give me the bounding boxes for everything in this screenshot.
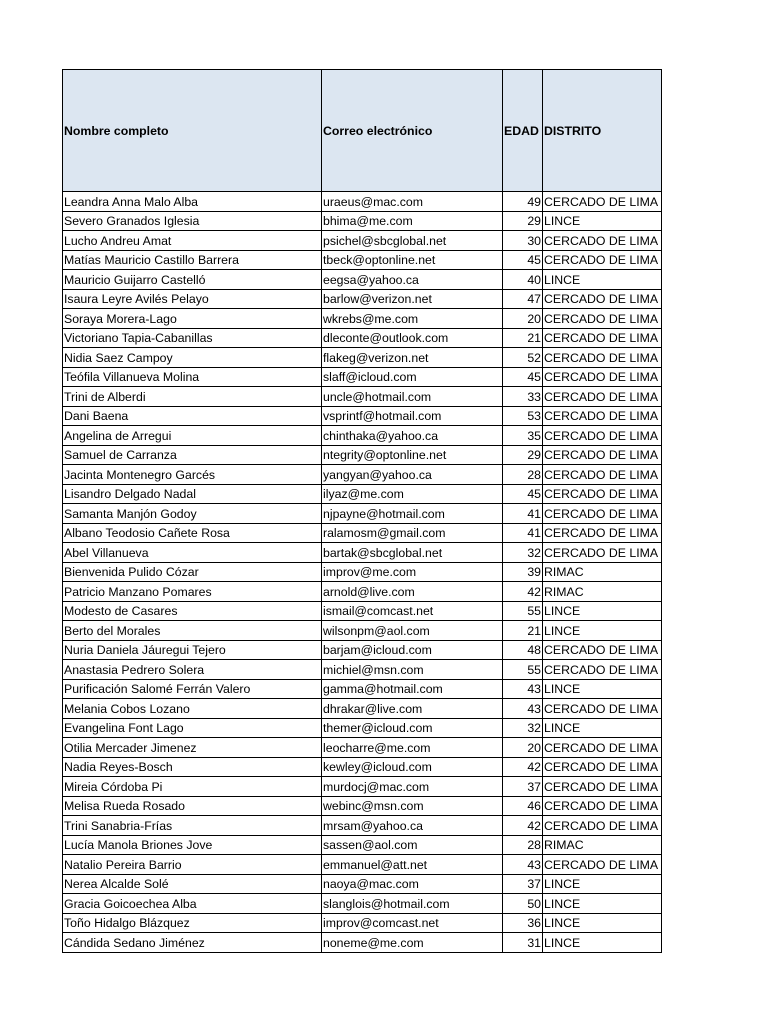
cell-name[interactable]: Soraya Morera-Lago xyxy=(63,309,322,329)
cell-name[interactable]: Anastasia Pedrero Solera xyxy=(63,660,322,680)
cell-name[interactable]: Nerea Alcalde Solé xyxy=(63,874,322,894)
table-row xyxy=(63,699,662,719)
cell-name[interactable]: Abel Villanueva xyxy=(63,543,322,563)
table-row xyxy=(63,894,662,914)
cell-email[interactable]: slaff@icloud.com xyxy=(322,367,503,387)
cell-district[interactable]: CERCADO DE LIMA xyxy=(543,523,662,543)
table-header xyxy=(63,70,662,192)
cell-name[interactable]: Isaura Leyre Avilés Pelayo xyxy=(63,289,322,309)
header-name[interactable]: Nombre completo xyxy=(63,70,322,192)
cell-age[interactable]: 37 xyxy=(503,874,543,894)
table-row xyxy=(63,328,662,348)
cell-email[interactable]: webinc@msn.com xyxy=(322,796,503,816)
cell-email[interactable]: kewley@icloud.com xyxy=(322,757,503,777)
table-row xyxy=(63,718,662,738)
cell-district[interactable]: CERCADO DE LIMA xyxy=(543,816,662,836)
cell-email[interactable]: ilyaz@me.com xyxy=(322,484,503,504)
table-row xyxy=(63,640,662,660)
cell-district[interactable]: CERCADO DE LIMA xyxy=(543,504,662,524)
cell-district[interactable]: CERCADO DE LIMA xyxy=(543,855,662,875)
cell-district[interactable]: CERCADO DE LIMA xyxy=(543,289,662,309)
cell-email[interactable]: ntegrity@optonline.net xyxy=(322,445,503,465)
cell-email[interactable]: ismail@comcast.net xyxy=(322,601,503,621)
cell-age[interactable]: 36 xyxy=(503,913,543,933)
cell-email[interactable]: njpayne@hotmail.com xyxy=(322,504,503,524)
table-row xyxy=(63,445,662,465)
cell-email[interactable]: improv@comcast.net xyxy=(322,913,503,933)
contacts-table xyxy=(62,69,662,953)
table-row xyxy=(63,211,662,231)
cell-age[interactable]: 40 xyxy=(503,270,543,290)
cell-age[interactable]: 41 xyxy=(503,523,543,543)
cell-district[interactable]: LINCE xyxy=(543,913,662,933)
cell-email[interactable]: dhrakar@live.com xyxy=(322,699,503,719)
cell-district[interactable]: CERCADO DE LIMA xyxy=(543,757,662,777)
cell-name[interactable]: Dani Baena xyxy=(63,406,322,426)
cell-name[interactable]: Matías Mauricio Castillo Barrera xyxy=(63,250,322,270)
cell-age[interactable]: 45 xyxy=(503,367,543,387)
cell-age[interactable]: 32 xyxy=(503,718,543,738)
cell-name[interactable]: Lucho Andreu Amat xyxy=(63,231,322,251)
cell-email[interactable]: vsprintf@hotmail.com xyxy=(322,406,503,426)
cell-name[interactable]: Severo Granados Iglesia xyxy=(63,211,322,231)
cell-name[interactable]: Evangelina Font Lago xyxy=(63,718,322,738)
table-row xyxy=(63,465,662,485)
cell-district[interactable]: LINCE xyxy=(543,933,662,953)
cell-age[interactable]: 20 xyxy=(503,309,543,329)
cell-district[interactable]: CERCADO DE LIMA xyxy=(543,445,662,465)
cell-district[interactable]: RIMAC xyxy=(543,562,662,582)
cell-district[interactable]: CERCADO DE LIMA xyxy=(543,348,662,368)
cell-name[interactable]: Trini de Alberdi xyxy=(63,387,322,407)
cell-age[interactable]: 39 xyxy=(503,562,543,582)
cell-district[interactable]: CERCADO DE LIMA xyxy=(543,660,662,680)
cell-district[interactable]: LINCE xyxy=(543,601,662,621)
table-row xyxy=(63,855,662,875)
cell-age[interactable]: 45 xyxy=(503,484,543,504)
cell-age[interactable]: 20 xyxy=(503,738,543,758)
cell-name[interactable]: Otilia Mercader Jimenez xyxy=(63,738,322,758)
cell-name[interactable]: Mireia Córdoba Pi xyxy=(63,777,322,797)
cell-district[interactable]: LINCE xyxy=(543,894,662,914)
cell-name[interactable]: Albano Teodosio Cañete Rosa xyxy=(63,523,322,543)
cell-district[interactable]: LINCE xyxy=(543,874,662,894)
cell-name[interactable]: Bienvenida Pulido Cózar xyxy=(63,562,322,582)
table-row xyxy=(63,874,662,894)
cell-age[interactable]: 33 xyxy=(503,387,543,407)
cell-age[interactable]: 55 xyxy=(503,601,543,621)
cell-name[interactable]: Jacinta Montenegro Garcés xyxy=(63,465,322,485)
cell-name[interactable]: Berto del Morales xyxy=(63,621,322,641)
cell-district[interactable]: LINCE xyxy=(543,718,662,738)
cell-email[interactable]: psichel@sbcglobal.net xyxy=(322,231,503,251)
cell-age[interactable]: 52 xyxy=(503,348,543,368)
table-row xyxy=(63,816,662,836)
table-row xyxy=(63,406,662,426)
cell-district[interactable]: CERCADO DE LIMA xyxy=(543,484,662,504)
cell-district[interactable]: CERCADO DE LIMA xyxy=(543,796,662,816)
cell-district[interactable]: CERCADO DE LIMA xyxy=(543,250,662,270)
table-row xyxy=(63,543,662,563)
header-email[interactable]: Correo electrónico xyxy=(322,70,503,192)
cell-email[interactable]: michiel@msn.com xyxy=(322,660,503,680)
cell-email[interactable]: bhima@me.com xyxy=(322,211,503,231)
table-row xyxy=(63,660,662,680)
cell-email[interactable]: uncle@hotmail.com xyxy=(322,387,503,407)
cell-name[interactable]: Teófila Villanueva Molina xyxy=(63,367,322,387)
cell-district[interactable]: LINCE xyxy=(543,621,662,641)
cell-email[interactable]: naoya@mac.com xyxy=(322,874,503,894)
cell-age[interactable]: 37 xyxy=(503,777,543,797)
table-row xyxy=(63,192,662,212)
cell-name[interactable]: Trini Sanabria-Frías xyxy=(63,816,322,836)
cell-age[interactable]: 21 xyxy=(503,621,543,641)
cell-email[interactable]: dleconte@outlook.com xyxy=(322,328,503,348)
cell-email[interactable]: noneme@me.com xyxy=(322,933,503,953)
header-age[interactable]: EDAD xyxy=(503,70,543,192)
cell-email[interactable]: eegsa@yahoo.ca xyxy=(322,270,503,290)
cell-name[interactable]: Nadia Reyes-Bosch xyxy=(63,757,322,777)
cell-name[interactable]: Cándida Sedano Jiménez xyxy=(63,933,322,953)
table-row xyxy=(63,582,662,602)
cell-email[interactable]: bartak@sbcglobal.net xyxy=(322,543,503,563)
cell-age[interactable]: 43 xyxy=(503,855,543,875)
table-row xyxy=(63,757,662,777)
table-row xyxy=(63,309,662,329)
cell-email[interactable]: chinthaka@yahoo.ca xyxy=(322,426,503,446)
cell-district[interactable]: CERCADO DE LIMA xyxy=(543,192,662,212)
table-row xyxy=(63,270,662,290)
cell-name[interactable]: Gracia Goicoechea Alba xyxy=(63,894,322,914)
table-row xyxy=(63,523,662,543)
cell-age[interactable]: 53 xyxy=(503,406,543,426)
cell-email[interactable]: uraeus@mac.com xyxy=(322,192,503,212)
cell-email[interactable]: slanglois@hotmail.com xyxy=(322,894,503,914)
cell-district[interactable]: CERCADO DE LIMA xyxy=(543,543,662,563)
table-row xyxy=(63,835,662,855)
cell-name[interactable]: Nuria Daniela Jáuregui Tejero xyxy=(63,640,322,660)
cell-age[interactable]: 32 xyxy=(503,543,543,563)
cell-district[interactable]: CERCADO DE LIMA xyxy=(543,738,662,758)
cell-name[interactable]: Victoriano Tapia-Cabanillas xyxy=(63,328,322,348)
cell-email[interactable]: murdocj@mac.com xyxy=(322,777,503,797)
cell-age[interactable]: 35 xyxy=(503,426,543,446)
cell-age[interactable]: 43 xyxy=(503,699,543,719)
table-row xyxy=(63,621,662,641)
table-row xyxy=(63,679,662,699)
cell-district[interactable]: CERCADO DE LIMA xyxy=(543,699,662,719)
cell-email[interactable]: arnold@live.com xyxy=(322,582,503,602)
cell-age[interactable]: 47 xyxy=(503,289,543,309)
cell-email[interactable]: barlow@verizon.net xyxy=(322,289,503,309)
cell-age[interactable]: 42 xyxy=(503,582,543,602)
cell-age[interactable]: 55 xyxy=(503,660,543,680)
cell-district[interactable]: RIMAC xyxy=(543,835,662,855)
cell-district[interactable]: CERCADO DE LIMA xyxy=(543,426,662,446)
table-row xyxy=(63,796,662,816)
cell-district[interactable]: CERCADO DE LIMA xyxy=(543,309,662,329)
cell-email[interactable]: wkrebs@me.com xyxy=(322,309,503,329)
cell-district[interactable]: CERCADO DE LIMA xyxy=(543,328,662,348)
cell-name[interactable]: Modesto de Casares xyxy=(63,601,322,621)
cell-name[interactable]: Toño Hidalgo Blázquez xyxy=(63,913,322,933)
cell-email[interactable]: gamma@hotmail.com xyxy=(322,679,503,699)
cell-age[interactable]: 28 xyxy=(503,835,543,855)
cell-name[interactable]: Melisa Rueda Rosado xyxy=(63,796,322,816)
cell-name[interactable]: Purificación Salomé Ferrán Valero xyxy=(63,679,322,699)
cell-email[interactable]: barjam@icloud.com xyxy=(322,640,503,660)
cell-name[interactable]: Mauricio Guijarro Castelló xyxy=(63,270,322,290)
cell-email[interactable]: wilsonpm@aol.com xyxy=(322,621,503,641)
cell-district[interactable]: LINCE xyxy=(543,270,662,290)
table-row xyxy=(63,250,662,270)
cell-email[interactable]: improv@me.com xyxy=(322,562,503,582)
cell-email[interactable]: mrsam@yahoo.ca xyxy=(322,816,503,836)
cell-name[interactable]: Natalio Pereira Barrio xyxy=(63,855,322,875)
cell-name[interactable]: Samanta Manjón Godoy xyxy=(63,504,322,524)
cell-district[interactable]: CERCADO DE LIMA xyxy=(543,387,662,407)
table-row xyxy=(63,387,662,407)
cell-age[interactable]: 30 xyxy=(503,231,543,251)
cell-district[interactable]: CERCADO DE LIMA xyxy=(543,367,662,387)
cell-name[interactable]: Leandra Anna Malo Alba xyxy=(63,192,322,212)
cell-district[interactable]: CERCADO DE LIMA xyxy=(543,231,662,251)
cell-age[interactable]: 43 xyxy=(503,679,543,699)
cell-district[interactable]: LINCE xyxy=(543,211,662,231)
cell-name[interactable]: Samuel de Carranza xyxy=(63,445,322,465)
table-row xyxy=(63,484,662,504)
cell-age[interactable]: 42 xyxy=(503,757,543,777)
table-row xyxy=(63,289,662,309)
cell-district[interactable]: RIMAC xyxy=(543,582,662,602)
header-district[interactable]: DISTRITO xyxy=(543,70,662,192)
cell-email[interactable]: flakeg@verizon.net xyxy=(322,348,503,368)
cell-email[interactable]: yangyan@yahoo.ca xyxy=(322,465,503,485)
table-row xyxy=(63,777,662,797)
table-row xyxy=(63,348,662,368)
cell-age[interactable]: 29 xyxy=(503,211,543,231)
cell-email[interactable]: leocharre@me.com xyxy=(322,738,503,758)
table-row xyxy=(63,231,662,251)
cell-age[interactable]: 42 xyxy=(503,816,543,836)
cell-email[interactable]: emmanuel@att.net xyxy=(322,855,503,875)
cell-district[interactable]: CERCADO DE LIMA xyxy=(543,406,662,426)
cell-age[interactable]: 48 xyxy=(503,640,543,660)
cell-name[interactable]: Angelina de Arregui xyxy=(63,426,322,446)
cell-age[interactable]: 49 xyxy=(503,192,543,212)
cell-age[interactable]: 41 xyxy=(503,504,543,524)
cell-district[interactable]: CERCADO DE LIMA xyxy=(543,777,662,797)
cell-age[interactable]: 28 xyxy=(503,465,543,485)
cell-age[interactable]: 31 xyxy=(503,933,543,953)
cell-name[interactable]: Melania Cobos Lozano xyxy=(63,699,322,719)
cell-district[interactable]: LINCE xyxy=(543,679,662,699)
cell-email[interactable]: sassen@aol.com xyxy=(322,835,503,855)
table-row xyxy=(63,426,662,446)
cell-name[interactable]: Lisandro Delgado Nadal xyxy=(63,484,322,504)
cell-district[interactable]: CERCADO DE LIMA xyxy=(543,640,662,660)
cell-email[interactable]: ralamosm@gmail.com xyxy=(322,523,503,543)
table-row xyxy=(63,367,662,387)
cell-email[interactable]: themer@icloud.com xyxy=(322,718,503,738)
cell-age[interactable]: 46 xyxy=(503,796,543,816)
header-row xyxy=(63,70,662,192)
cell-district[interactable]: CERCADO DE LIMA xyxy=(543,465,662,485)
table-row xyxy=(63,504,662,524)
cell-name[interactable]: Lucía Manola Briones Jove xyxy=(63,835,322,855)
table-row xyxy=(63,913,662,933)
table-row xyxy=(63,933,662,953)
cell-email[interactable]: tbeck@optonline.net xyxy=(322,250,503,270)
table-row xyxy=(63,562,662,582)
cell-age[interactable]: 21 xyxy=(503,328,543,348)
cell-name[interactable]: Nidia Saez Campoy xyxy=(63,348,322,368)
table-row xyxy=(63,601,662,621)
cell-age[interactable]: 50 xyxy=(503,894,543,914)
table-row xyxy=(63,738,662,758)
table-body xyxy=(63,192,662,953)
cell-age[interactable]: 45 xyxy=(503,250,543,270)
cell-name[interactable]: Patricio Manzano Pomares xyxy=(63,582,322,602)
cell-age[interactable]: 29 xyxy=(503,445,543,465)
